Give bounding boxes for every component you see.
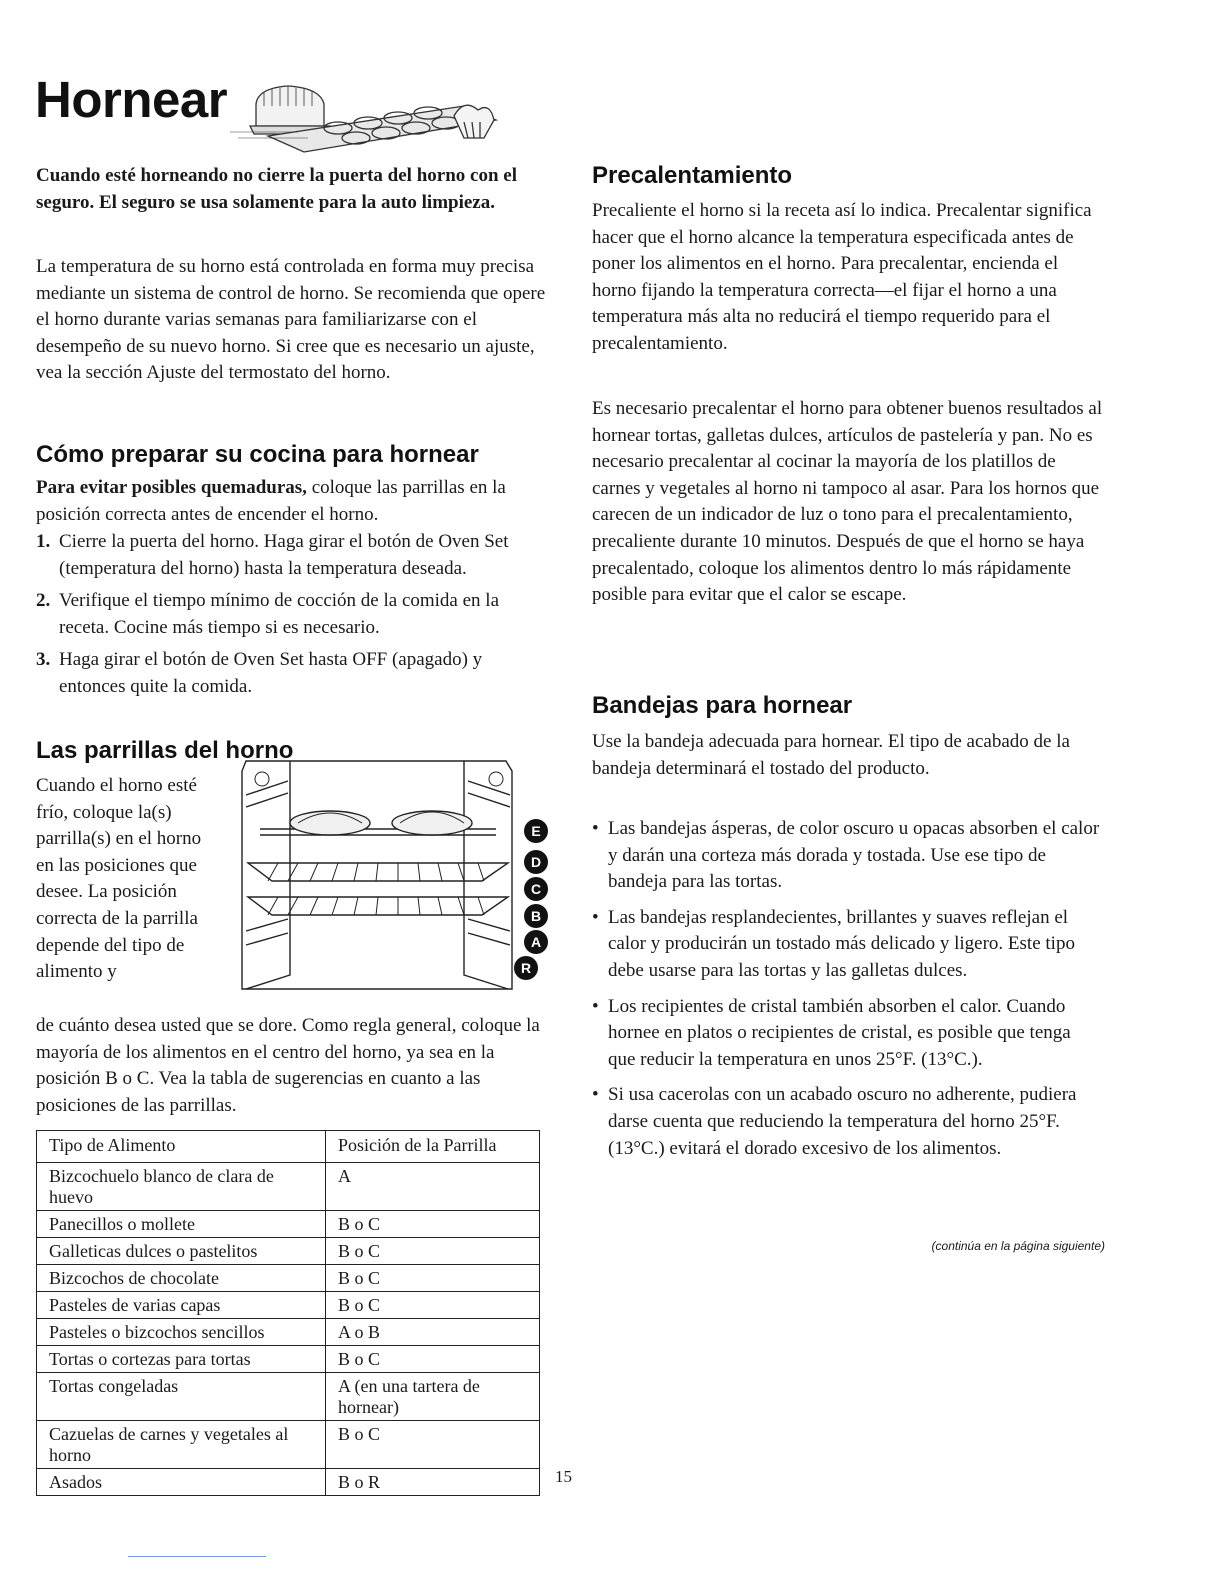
position-cell: A (en una tartera de hornear)	[326, 1373, 540, 1421]
baking-pans-illustration	[228, 76, 500, 154]
step-text: Verifique el tiempo mínimo de cocción de la comida en la receta. Cocine más tiempo si es necesario.	[59, 590, 500, 638]
table-row	[37, 1421, 540, 1469]
rack-position-table	[36, 1130, 540, 1496]
table-row	[37, 1238, 540, 1265]
lock-warning: Cuando esté horneando no cierre la puerta del horno con el seguro. El seguro se usa solamente para la auto limpieza.	[36, 165, 517, 213]
position-cell: A	[326, 1163, 540, 1211]
racks-text-wrap: Cuando el horno esté frío, coloque la(s) parrilla(s) en el horno en las posiciones que desee. La posición correcta de la parrilla depende del tipo de alimento y	[36, 775, 202, 983]
pans-intro: Use la bandeja adecuada para hornear. El tipo de acabado de la bandeja determinará el tostado del producto.	[592, 731, 1070, 779]
rack-position-d-icon: D	[524, 850, 548, 874]
racks-heading: Las parrillas del horno	[36, 737, 294, 764]
list-item: • Si usa cacerolas con un acabado oscuro no adherente, pudiera darse cuenta que reduciendo la temperatura del horno 25°F. (13°C.) evitará el dorado excesivo de los alimentos.	[592, 1082, 1102, 1162]
rack-position-r-icon: R	[514, 956, 538, 980]
table-row	[37, 1292, 540, 1319]
rack-position-a-icon: A	[524, 930, 548, 954]
step-text: Haga girar el botón de Oven Set hasta OFF (apagado) y entonces quite la comida.	[59, 649, 483, 697]
table-row	[37, 1469, 540, 1496]
rack-position-b-icon: B	[524, 904, 548, 928]
list-item: • Las bandejas resplandecientes, brillantes y suaves reflejan el calor y producirán un tostado más delicado y ligero. Este tipo debe usarse para las tortas y las galletas dulces.	[592, 905, 1102, 985]
position-cell: B o C	[326, 1211, 540, 1238]
table-row	[37, 1373, 540, 1421]
step-number: 3.	[36, 649, 51, 671]
table-header-food: Tipo de Alimento	[37, 1131, 326, 1163]
food-cell: Cazuelas de carnes y vegetales al horno	[37, 1421, 326, 1469]
preheat-heading: Precalentamiento	[592, 162, 793, 189]
food-cell: Tortas congeladas	[37, 1373, 326, 1421]
step-item	[36, 647, 551, 700]
page-number: 15	[555, 1467, 572, 1486]
position-cell: B o C	[326, 1346, 540, 1373]
table-row	[37, 1265, 540, 1292]
food-cell: Galleticas dulces o pastelitos	[37, 1238, 326, 1265]
table-row	[37, 1346, 540, 1373]
position-cell: B o C	[326, 1238, 540, 1265]
prep-steps	[36, 529, 551, 707]
list-item: • Los recipientes de cristal también absorben el calor. Cuando hornee en platos o recipientes de cristal, es posible que tenga que reducir la temperatura en unos 25°F. (13°C.).	[592, 994, 1102, 1074]
prep-lead-bold: Para evitar posibles quemaduras,	[36, 477, 307, 498]
oven-rack-diagram	[238, 755, 520, 997]
prep-lead-rest: coloque las parrillas en la posición correcta antes de encender el horno.	[36, 477, 506, 525]
food-cell: Bizcochuelo blanco de clara de huevo	[37, 1163, 326, 1211]
table-row	[37, 1319, 540, 1346]
prep-heading: Cómo preparar su cocina para hornear	[36, 441, 479, 468]
position-cell: B o C	[326, 1421, 540, 1469]
food-cell: Tortas o cortezas para tortas	[37, 1346, 326, 1373]
position-cell: B o C	[326, 1265, 540, 1292]
footer-rule	[128, 1556, 266, 1557]
table-row	[37, 1163, 540, 1211]
food-cell: Bizcochos de chocolate	[37, 1265, 326, 1292]
pans-bullet-list	[592, 816, 1102, 1171]
step-item	[36, 588, 551, 641]
list-item: • Las bandejas ásperas, de color oscuro u opacas absorben el calor y darán una corteza más dorada y tostada. Use ese tipo de bandeja para las tortas.	[592, 816, 1102, 896]
step-text: Cierre la puerta del horno. Haga girar el botón de Oven Set (temperatura del horno) hasta la temperatura deseada.	[59, 531, 509, 579]
position-cell: A o B	[326, 1319, 540, 1346]
step-number: 2.	[36, 590, 51, 612]
step-item	[36, 529, 551, 582]
rack-position-e-icon: E	[524, 819, 548, 843]
prep-lead	[36, 475, 551, 528]
page-title: Hornear	[35, 71, 228, 128]
preheat-paragraph-1: Precaliente el horno si la receta así lo indica. Precalentar significa hacer que el horno alcance la temperatura especificada antes de poner los alimentos en el horno. Para precalentar, encienda el horno fijando la temperatura correcta—el fijar el horno a una temperatura más alta no reducirá el tiempo requerido para el precalentamiento.	[592, 200, 1092, 354]
continued-note: (continúa en la página siguiente)	[931, 1239, 1105, 1253]
rack-position-c-icon: C	[524, 877, 548, 901]
food-cell: Pasteles de varias capas	[37, 1292, 326, 1319]
step-number: 1.	[36, 531, 51, 552]
position-cell: B o R	[326, 1469, 540, 1496]
food-cell: Asados	[37, 1469, 326, 1496]
food-cell: Pasteles o bizcochos sencillos	[37, 1319, 326, 1346]
table-header-row	[37, 1131, 540, 1163]
table-row	[37, 1211, 540, 1238]
pans-heading: Bandejas para hornear	[592, 692, 853, 719]
table-header-position: Posición de la Parrilla	[326, 1131, 540, 1163]
intro-paragraph: La temperatura de su horno está controlada en forma muy precisa mediante un sistema de control de horno. Se recomienda que opere el horno durante varias semanas para familiarizarse con el desempeño de su nuevo horno. Si cree que es necesario un ajuste, vea la sección Ajuste del termostato del horno.	[36, 256, 546, 384]
racks-text-full: de cuánto desea usted que se dore. Como regla general, coloque la mayoría de los alimentos en el centro del horno, ya sea en la posición B o C. Vea la tabla de sugerencias en cuanto a las posiciones de las parrillas.	[36, 1015, 540, 1116]
food-cell: Panecillos o mollete	[37, 1211, 326, 1238]
position-cell: B o C	[326, 1292, 540, 1319]
preheat-paragraph-2: Es necesario precalentar el horno para obtener buenos resultados al hornear tortas, galletas dulces, artículos de pastelería y pan. No es necesario precalentar al cocinar la mayoría de los platillos de carnes y vegetales al horno ni tampoco al asar. Para los hornos que carecen de un indicador de luz o tono para el precalentamiento, precaliente durante 10 minutos. Después de que el horno se haya precalentado, coloque los alimentos dentro lo más rápidamente posible para evitar que el calor se escape.	[592, 398, 1103, 606]
